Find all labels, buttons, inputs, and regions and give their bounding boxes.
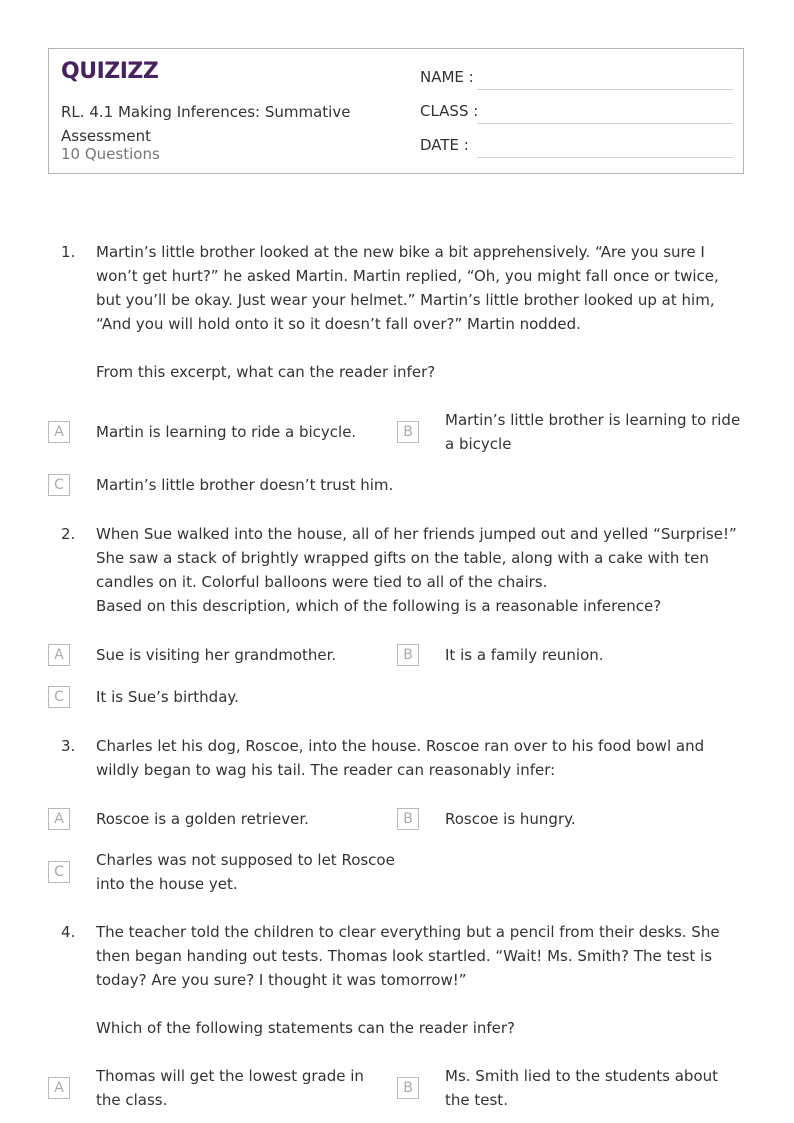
worksheet-title: RL. 4.1 Making Inferences: Summative Assessment: [61, 103, 351, 145]
question-text: [96, 920, 748, 1040]
option-letter-a[interactable]: A: [48, 644, 70, 666]
question-number: 4.: [61, 923, 76, 941]
option-c-text[interactable]: Martin’s little brother doesn’t trust him.: [96, 476, 394, 494]
option-b-text[interactable]: Roscoe is hungry.: [445, 810, 576, 828]
option-letter-a[interactable]: A: [48, 808, 70, 830]
option-letter-b[interactable]: B: [397, 644, 419, 666]
option-c-text[interactable]: It is Sue’s birthday.: [96, 688, 239, 706]
question-text: [96, 734, 748, 782]
question-count: 10 Questions: [61, 145, 160, 163]
question-prompt: From this excerpt, what can the reader infer?: [96, 363, 436, 381]
option-b-text[interactable]: Ms. Smith lied to the students about the test.: [445, 1067, 719, 1109]
date-label: DATE :: [420, 136, 469, 154]
question-passage: Charles let his dog, Roscoe, into the house. Roscoe ran over to his food bowl and wildly began to wag his tail. The reader can reasonably infer:: [96, 737, 705, 779]
question-number: 1.: [61, 243, 76, 261]
class-label: CLASS :: [420, 102, 479, 120]
question-prompt: Which of the following statements can the reader infer?: [96, 1019, 516, 1037]
question-text: [96, 240, 748, 384]
option-a-text[interactable]: Martin is learning to ride a bicycle.: [96, 423, 357, 441]
option-a-text[interactable]: Thomas will get the lowest grade in the class.: [96, 1067, 364, 1109]
question-passage: When Sue walked into the house, all of her friends jumped out and yelled “Surprise!” She saw a stack of brightly wrapped gifts on the table, along with a cake with ten candles on it. Colorful balloons were tied to all of the chairs.: [96, 525, 737, 591]
question-passage: Martin’s little brother looked at the new bike a bit apprehensively. “Are you sure I won’t get hurt?” he asked Martin. Martin replied, “Oh, you might fall once or twice, but you’ll be okay. Just wear your helmet.” Martin’s little brother looked up at him, “And you will hold onto it so it doesn’t fall over?” Martin nodded.: [96, 243, 719, 333]
worksheet-header: [48, 48, 744, 174]
option-letter-b[interactable]: B: [397, 421, 419, 443]
name-field[interactable]: [477, 89, 733, 90]
option-letter-b[interactable]: B: [397, 1077, 419, 1099]
question-passage: The teacher told the children to clear everything but a pencil from their desks. She then began handing out tests. Thomas look startled. “Wait! Ms. Smith? The test is today? Are you sure? I thought it was tomorrow!”: [96, 923, 720, 989]
option-letter-b[interactable]: B: [397, 808, 419, 830]
question-number: 3.: [61, 737, 76, 755]
question-text: [96, 522, 748, 618]
option-letter-a[interactable]: A: [48, 1077, 70, 1099]
question-number: 2.: [61, 525, 76, 543]
quizizz-logo: QUIZIZZ: [61, 59, 159, 84]
option-letter-c[interactable]: C: [48, 474, 70, 496]
option-letter-c[interactable]: C: [48, 686, 70, 708]
option-a-text[interactable]: Roscoe is a golden retriever.: [96, 810, 309, 828]
option-c-text[interactable]: Charles was not supposed to let Roscoe into the house yet.: [96, 851, 395, 893]
option-b-text[interactable]: It is a family reunion.: [445, 646, 604, 664]
date-field[interactable]: [477, 157, 733, 158]
option-letter-c[interactable]: C: [48, 861, 70, 883]
name-label: NAME :: [420, 68, 474, 86]
option-a-text[interactable]: Sue is visiting her grandmother.: [96, 646, 337, 664]
option-b-text[interactable]: Martin’s little brother is learning to ride a bicycle: [445, 411, 741, 453]
class-field[interactable]: [477, 123, 733, 124]
question-prompt: Based on this description, which of the following is a reasonable inference?: [96, 597, 662, 615]
option-letter-a[interactable]: A: [48, 421, 70, 443]
